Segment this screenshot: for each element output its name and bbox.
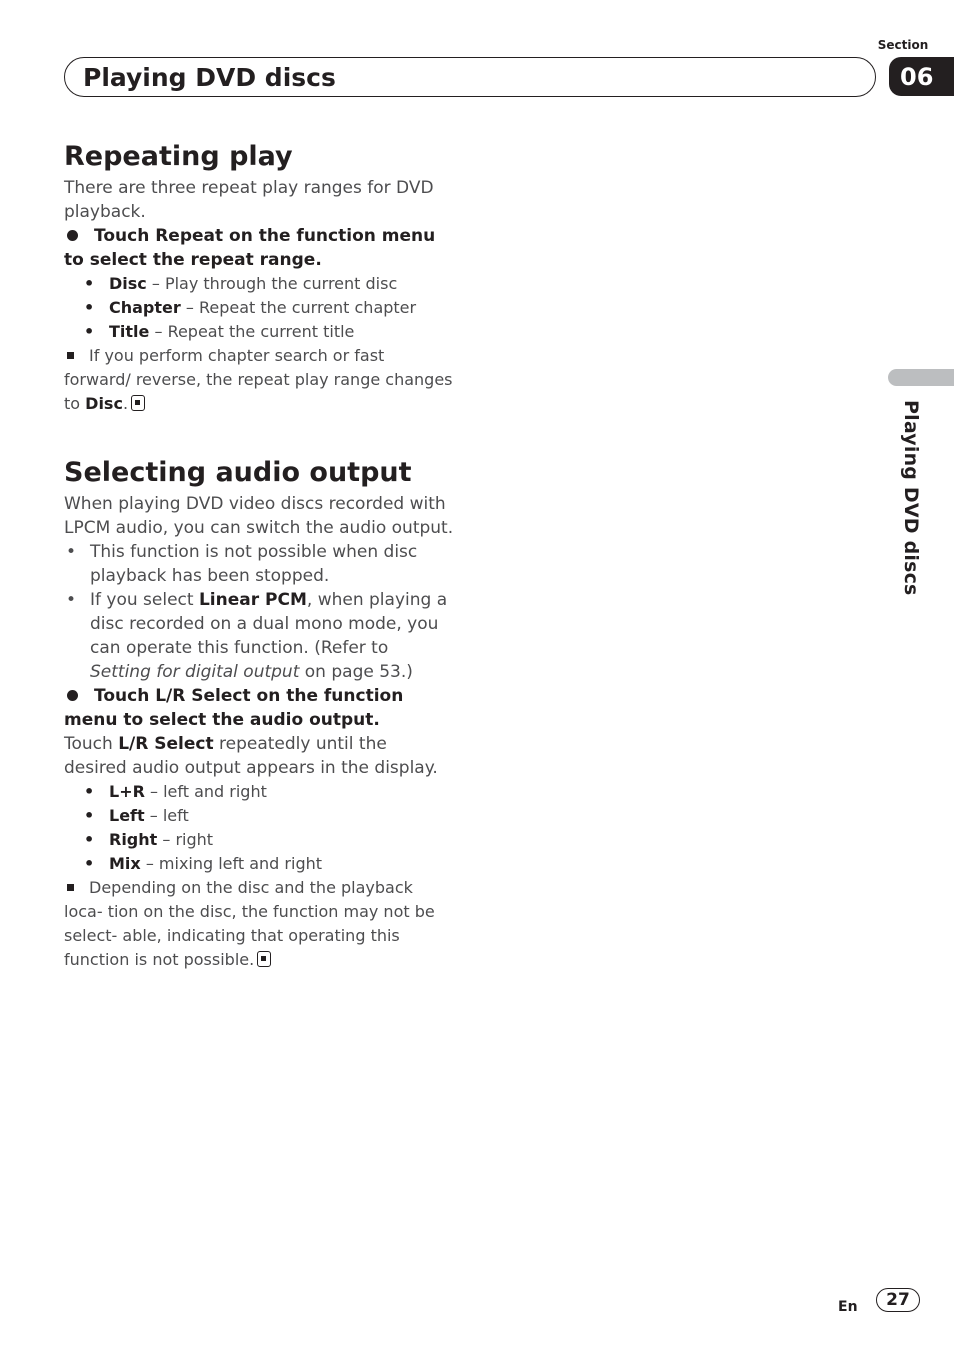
audio-touch-text [64,732,454,780]
side-tab-marker [888,369,954,386]
note-square-icon [67,352,74,359]
option-term: Left [109,806,145,825]
repeating-instruction [64,224,454,272]
option-term: Chapter [109,298,181,317]
touch-text-end: repeatedly until the desired audio output appears in the display. [64,734,438,778]
side-tab-label: Playing DVD discs [900,400,922,596]
note-text: If you select [90,590,199,610]
chapter-title-bar [64,57,876,97]
instruction-bullet-icon [67,690,78,701]
list-item [64,828,454,852]
note-text: If you perform chapter search or fast forward/ reverse, the repeat play range changes to [64,346,453,413]
cross-reference: Setting for digital output [90,662,300,682]
note-term: Linear PCM [198,590,307,610]
touch-text: Touch [64,734,119,754]
audio-options-list [64,780,454,876]
option-term: Right [109,830,158,849]
heading-repeating-play: Repeating play [64,141,293,172]
option-desc: – Repeat the current chapter [180,298,417,317]
language-label: En [838,1299,858,1315]
repeating-intro: There are three repeat play ranges for DVD playback. [64,178,434,222]
note-term: Disc [85,394,123,413]
option-desc: – right [157,830,214,849]
heading-selecting-audio-output: Selecting audio output [64,457,412,488]
list-item [64,296,454,320]
option-desc: – Play through the current disc [146,274,398,293]
option-desc: – left [144,806,189,825]
main-column [64,140,454,972]
list-item [64,852,454,876]
audio-note [64,876,454,972]
option-desc: – left and right [144,782,267,801]
section-label: Section [877,38,929,52]
audio-notes-list [64,540,454,684]
repeat-options-list [64,272,454,344]
list-item: • This function is not possible when disc playback has been stopped. [64,540,454,588]
note-text: , when playing a disc recorded on a dual mono mode, you can operate this function. (Refer to [90,590,448,658]
option-term: Mix [109,854,141,873]
list-item [64,780,454,804]
note-text: on page 53.) [299,662,413,682]
option-desc: – mixing left and right [140,854,323,873]
list-item [64,320,454,344]
end-of-section-icon [131,395,145,411]
touch-term: L/R Select [118,734,214,754]
instruction-bullet-icon [67,230,78,241]
repeating-note [64,344,454,416]
section-number-tab: 06 [889,57,954,96]
audio-instruction-text: Touch L/R Select on the function menu to select the audio output. [64,686,404,730]
end-of-section-icon [257,951,271,967]
page-number: 27 [876,1288,920,1312]
note-square-icon [67,884,74,891]
audio-intro: When playing DVD video discs recorded with LPCM audio, you can switch the audio output. [64,494,454,538]
list-item [64,804,454,828]
option-term: L+R [109,782,145,801]
chapter-title: Playing DVD discs [83,62,336,92]
note-text: Depending on the disc and the playback loca- tion on the disc, the function may not be select- able, indicating that operating this function is not possible. [64,878,435,969]
repeating-instruction-text: Touch Repeat on the function menu to select the repeat range. [64,226,436,270]
option-term: Title [109,322,150,341]
note-text-end: . [122,394,129,413]
audio-instruction [64,684,454,732]
list-item [64,272,454,296]
list-item [64,588,454,684]
option-term: Disc [109,274,147,293]
option-desc: – Repeat the current title [149,322,355,341]
